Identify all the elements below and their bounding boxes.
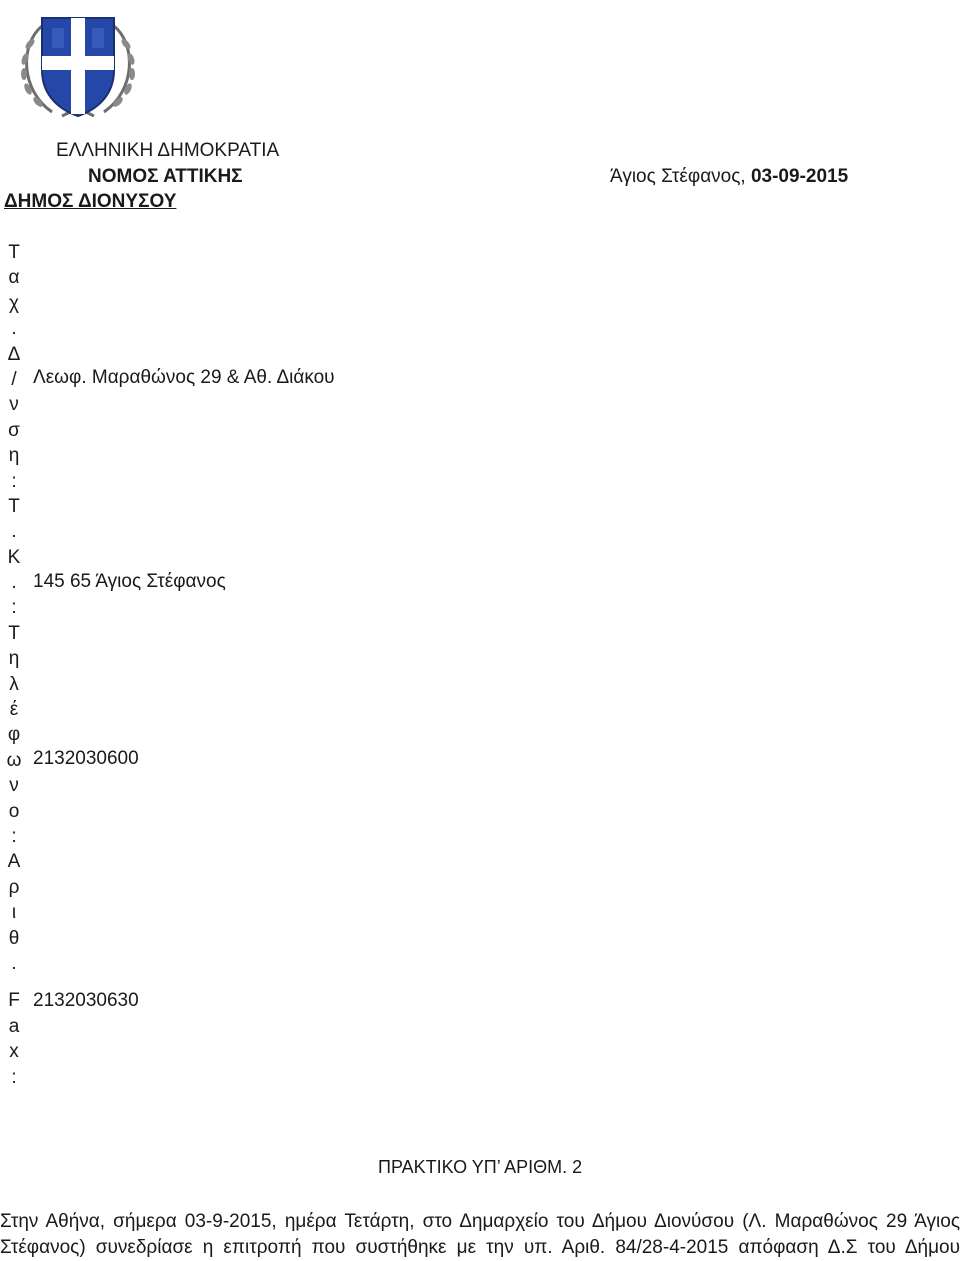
vertical-label-char: η [8, 445, 20, 467]
vertical-label-char: ν [9, 394, 19, 416]
body-line-2: Στέφανος) συνεδρίασε η επιτροπή που συστήθηκε με την υπ. Αριθ. 84/28-4-2015 απόφαση Δ.Σ του Δήμου [0, 1237, 960, 1258]
vertical-label-char: : [11, 470, 17, 492]
prefecture-heading: ΝΟΜΟΣ ΑΤΤΙΚΗΣ [88, 166, 243, 187]
document-body [0, 1209, 960, 1261]
vertical-label-char: ο [8, 800, 20, 822]
address-value: Λεωφ. Μαραθώνος 29 & Αθ. Διάκου [33, 367, 335, 388]
vertical-label-char: Τ [8, 622, 20, 644]
document-title: ΠΡΑΚΤΙΚΟ ΥΠ’ ΑΡΙΘΜ. 2 [378, 1157, 583, 1177]
vertical-label-char: έ [9, 699, 19, 721]
postal-code-value: 145 65 Άγιος Στέφανος [33, 571, 226, 592]
coat-of-arms-emblem-icon [12, 4, 144, 130]
vertical-label-char: φ [7, 724, 21, 746]
vertical-label-char: x [9, 1041, 19, 1063]
vertical-label-column [4, 240, 24, 1090]
vertical-label-char: : [11, 597, 17, 619]
vertical-label-char: σ [8, 419, 20, 441]
vertical-label-char: α [8, 267, 20, 289]
vertical-label-char: . [11, 318, 17, 340]
vertical-label-char: . [11, 572, 17, 594]
vertical-label-char: ι [11, 902, 17, 924]
place-label: Άγιος Στέφανος, [610, 166, 751, 187]
republic-heading: ΕΛΛΗΝΙΚΗ ΔΗΜΟΚΡΑΤΙΑ [56, 140, 280, 161]
vertical-label-char: λ [9, 673, 19, 695]
fax-value: 2132030630 [33, 990, 139, 1011]
vertical-label-char: η [8, 648, 20, 670]
vertical-label-char: . [11, 521, 17, 543]
document-date: 03-09-2015 [750, 166, 849, 187]
vertical-label-char: a [8, 1015, 20, 1037]
vertical-label-char: χ [9, 292, 19, 314]
vertical-label-char: / [11, 368, 17, 390]
vertical-label-char: Δ [7, 343, 21, 365]
phone-value: 2132030600 [33, 748, 139, 769]
vertical-label-char: : [11, 825, 17, 847]
vertical-label-char: : [11, 1066, 17, 1088]
body-line-1: Στην Αθήνα, σήμερα 03-9-2015, ημέρα Τετάρτη, στο Δημαρχείο του Δήμου Διονύσου (Λ. Μαραθώνος 29 Άγιος [0, 1211, 960, 1232]
vertical-label-char: F [8, 990, 20, 1012]
vertical-label-char: Τ [8, 495, 20, 517]
vertical-label-char: θ [8, 927, 20, 949]
vertical-label-char: Τ [8, 242, 20, 263]
municipality-heading: ΔΗΜΟΣ ΔΙΟΝΥΣΟΥ [4, 191, 177, 212]
vertical-label-char: Κ [7, 546, 21, 568]
vertical-label-char: . [11, 952, 17, 974]
greek-coat-of-arms-icon [12, 4, 144, 130]
vertical-label-char: ρ [8, 876, 20, 898]
vertical-label-char: ν [9, 775, 19, 797]
vertical-label-char: Α [7, 851, 21, 873]
place-date-line [610, 166, 848, 188]
vertical-label-char: ω [6, 749, 22, 771]
